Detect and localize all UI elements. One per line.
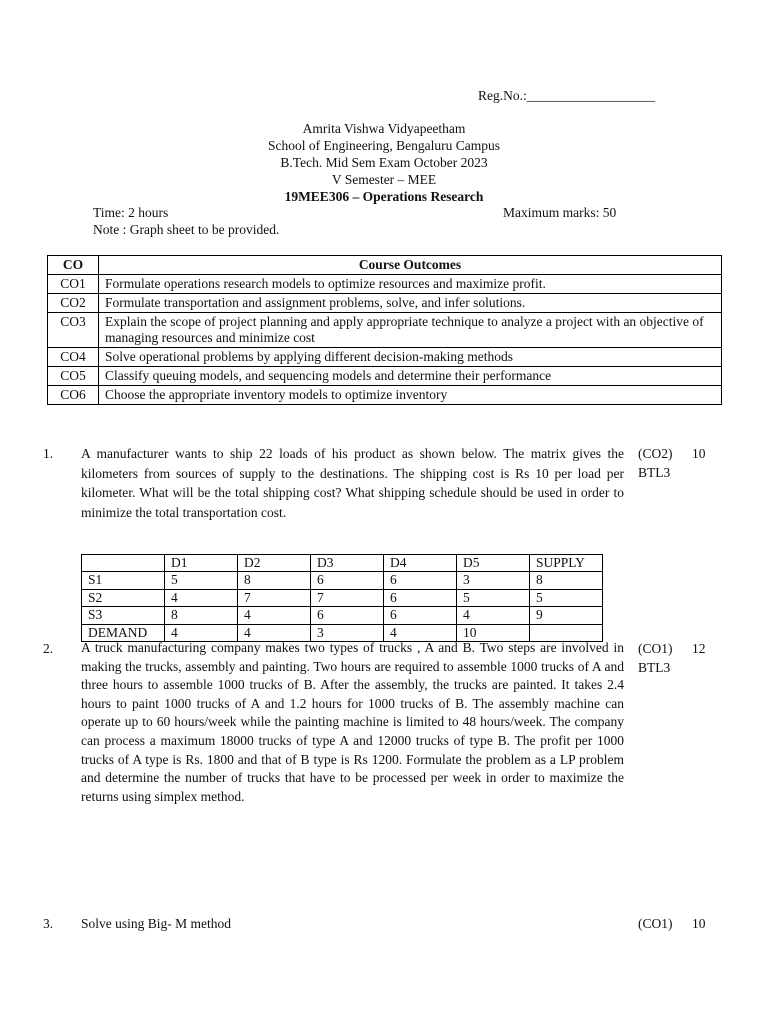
question-3-number: 3.: [43, 916, 54, 931]
table-row: [48, 294, 722, 313]
max-marks: Maximum marks: 50: [503, 205, 617, 220]
question-3-marks: 10: [692, 916, 706, 931]
outcome-header: Course Outcomes: [99, 256, 722, 275]
table-cell: 6: [384, 607, 457, 624]
table-row: [48, 386, 722, 405]
table-cell: D3: [311, 555, 384, 572]
table-row: [82, 589, 603, 606]
table-row: [82, 607, 603, 624]
question-2-number: 2.: [43, 641, 54, 656]
co-outcome: Solve operational problems by applying different decision-making methods: [99, 348, 722, 367]
transportation-table: [81, 554, 603, 642]
table-cell: D2: [238, 555, 311, 572]
table-cell: 6: [384, 589, 457, 606]
table-row: [48, 275, 722, 294]
exam-title: B.Tech. Mid Sem Exam October 2023: [280, 155, 488, 170]
table-cell: 7: [311, 589, 384, 606]
table-row: [48, 313, 722, 348]
table-cell: 6: [311, 572, 384, 589]
table-cell: S2: [82, 589, 165, 606]
question-1-number: 1.: [43, 446, 54, 461]
co-outcome: Explain the scope of project planning and apply appropriate technique to analyze a project with an objective of managing resources and minimize cost: [99, 313, 722, 348]
table-cell: 6: [311, 607, 384, 624]
table-row: [82, 572, 603, 589]
table-cell: 4: [238, 607, 311, 624]
question-2-co: (CO1): [638, 641, 673, 656]
table-cell: SUPPLY: [530, 555, 603, 572]
table-cell: 6: [384, 572, 457, 589]
table-cell: 7: [238, 589, 311, 606]
table-cell: S1: [82, 572, 165, 589]
co-outcome: Classify queuing models, and sequencing models and determine their performance: [99, 367, 722, 386]
table-cell: 4: [165, 624, 238, 641]
question-1-btl: BTL3: [638, 465, 671, 480]
co-code: CO5: [48, 367, 99, 386]
table-cell: D1: [165, 555, 238, 572]
table-cell: 4: [238, 624, 311, 641]
question-2-btl: BTL3: [638, 660, 671, 675]
table-cell: 5: [457, 589, 530, 606]
co-code: CO4: [48, 348, 99, 367]
question-1-marks: 10: [692, 446, 706, 461]
table-cell: S3: [82, 607, 165, 624]
course-outcomes-table: [47, 255, 722, 405]
table-header-row: [48, 256, 722, 275]
table-cell: 9: [530, 607, 603, 624]
question-1-text: A manufacturer wants to ship 22 loads of his product as shown below. The matrix gives the kilometers from sources of supply to the destinations. The shipping cost is Rs 10 per load per kilometer. What will be the total shipping cost? What shipping schedule should be used in order to minimize the total transportation cost.: [81, 446, 624, 520]
table-cell: 8: [238, 572, 311, 589]
table-cell: D4: [384, 555, 457, 572]
table-cell: 5: [165, 572, 238, 589]
table-cell: 4: [165, 589, 238, 606]
co-outcome: Formulate operations research models to optimize resources and maximize profit.: [99, 275, 722, 294]
co-code: CO6: [48, 386, 99, 405]
table-cell: 3: [457, 572, 530, 589]
co-code: CO3: [48, 313, 99, 348]
co-code: CO2: [48, 294, 99, 313]
table-cell: 4: [384, 624, 457, 641]
reg-no: Reg.No.:___________________: [478, 88, 655, 103]
table-cell: 3: [311, 624, 384, 641]
table-cell: 10: [457, 624, 530, 641]
table-header-row: [82, 555, 603, 572]
course-title: 19MEE306 – Operations Research: [284, 189, 484, 204]
co-header: CO: [48, 256, 99, 275]
table-cell: DEMAND: [82, 624, 165, 641]
co-outcome: Choose the appropriate inventory models to optimize inventory: [99, 386, 722, 405]
question-3-text: Solve using Big- M method: [81, 916, 232, 931]
question-2-text: A truck manufacturing company makes two types of trucks , A and B. Two steps are involved in making the trucks, assembly and painting. Two hours are required to assemble 1000 trucks of A and three hours to assemble 1000 trucks of B. After the assembly, the trucks are painted. It takes 2.4 hours to paint 1000 trucks of A and 1.2 hours for 1000 trucks of B. The assembly machine can operate up to 60 hours/week while the painting machine is limited to 48 hours/week. The company can process a maximum 18000 trucks of type A and 12000 trucks of type B. The profit per 1000 trucks of A type is Rs. 1800 and that of B type is Rs 1200. Formulate the problem as a LP problem and determine the number of trucks that have to be processed per week in order to maximize the returns using simplex method.: [81, 640, 624, 804]
table-cell: [82, 555, 165, 572]
semester: V Semester – MEE: [331, 172, 437, 187]
university-name: Amrita Vishwa Vidyapeetham: [302, 121, 466, 136]
table-cell: 5: [530, 589, 603, 606]
table-cell: 8: [165, 607, 238, 624]
table-row: [48, 348, 722, 367]
co-code: CO1: [48, 275, 99, 294]
table-cell: D5: [457, 555, 530, 572]
exam-note: Note : Graph sheet to be provided.: [93, 222, 280, 237]
exam-time: Time: 2 hours: [93, 205, 169, 220]
table-cell: 8: [530, 572, 603, 589]
question-3-co: (CO1): [638, 916, 673, 931]
table-row: [48, 367, 722, 386]
question-2-marks: 12: [692, 641, 706, 656]
school-name: School of Engineering, Bengaluru Campus: [267, 138, 501, 153]
table-cell: 4: [457, 607, 530, 624]
question-1-co: (CO2): [638, 446, 673, 461]
co-outcome: Formulate transportation and assignment problems, solve, and infer solutions.: [99, 294, 722, 313]
